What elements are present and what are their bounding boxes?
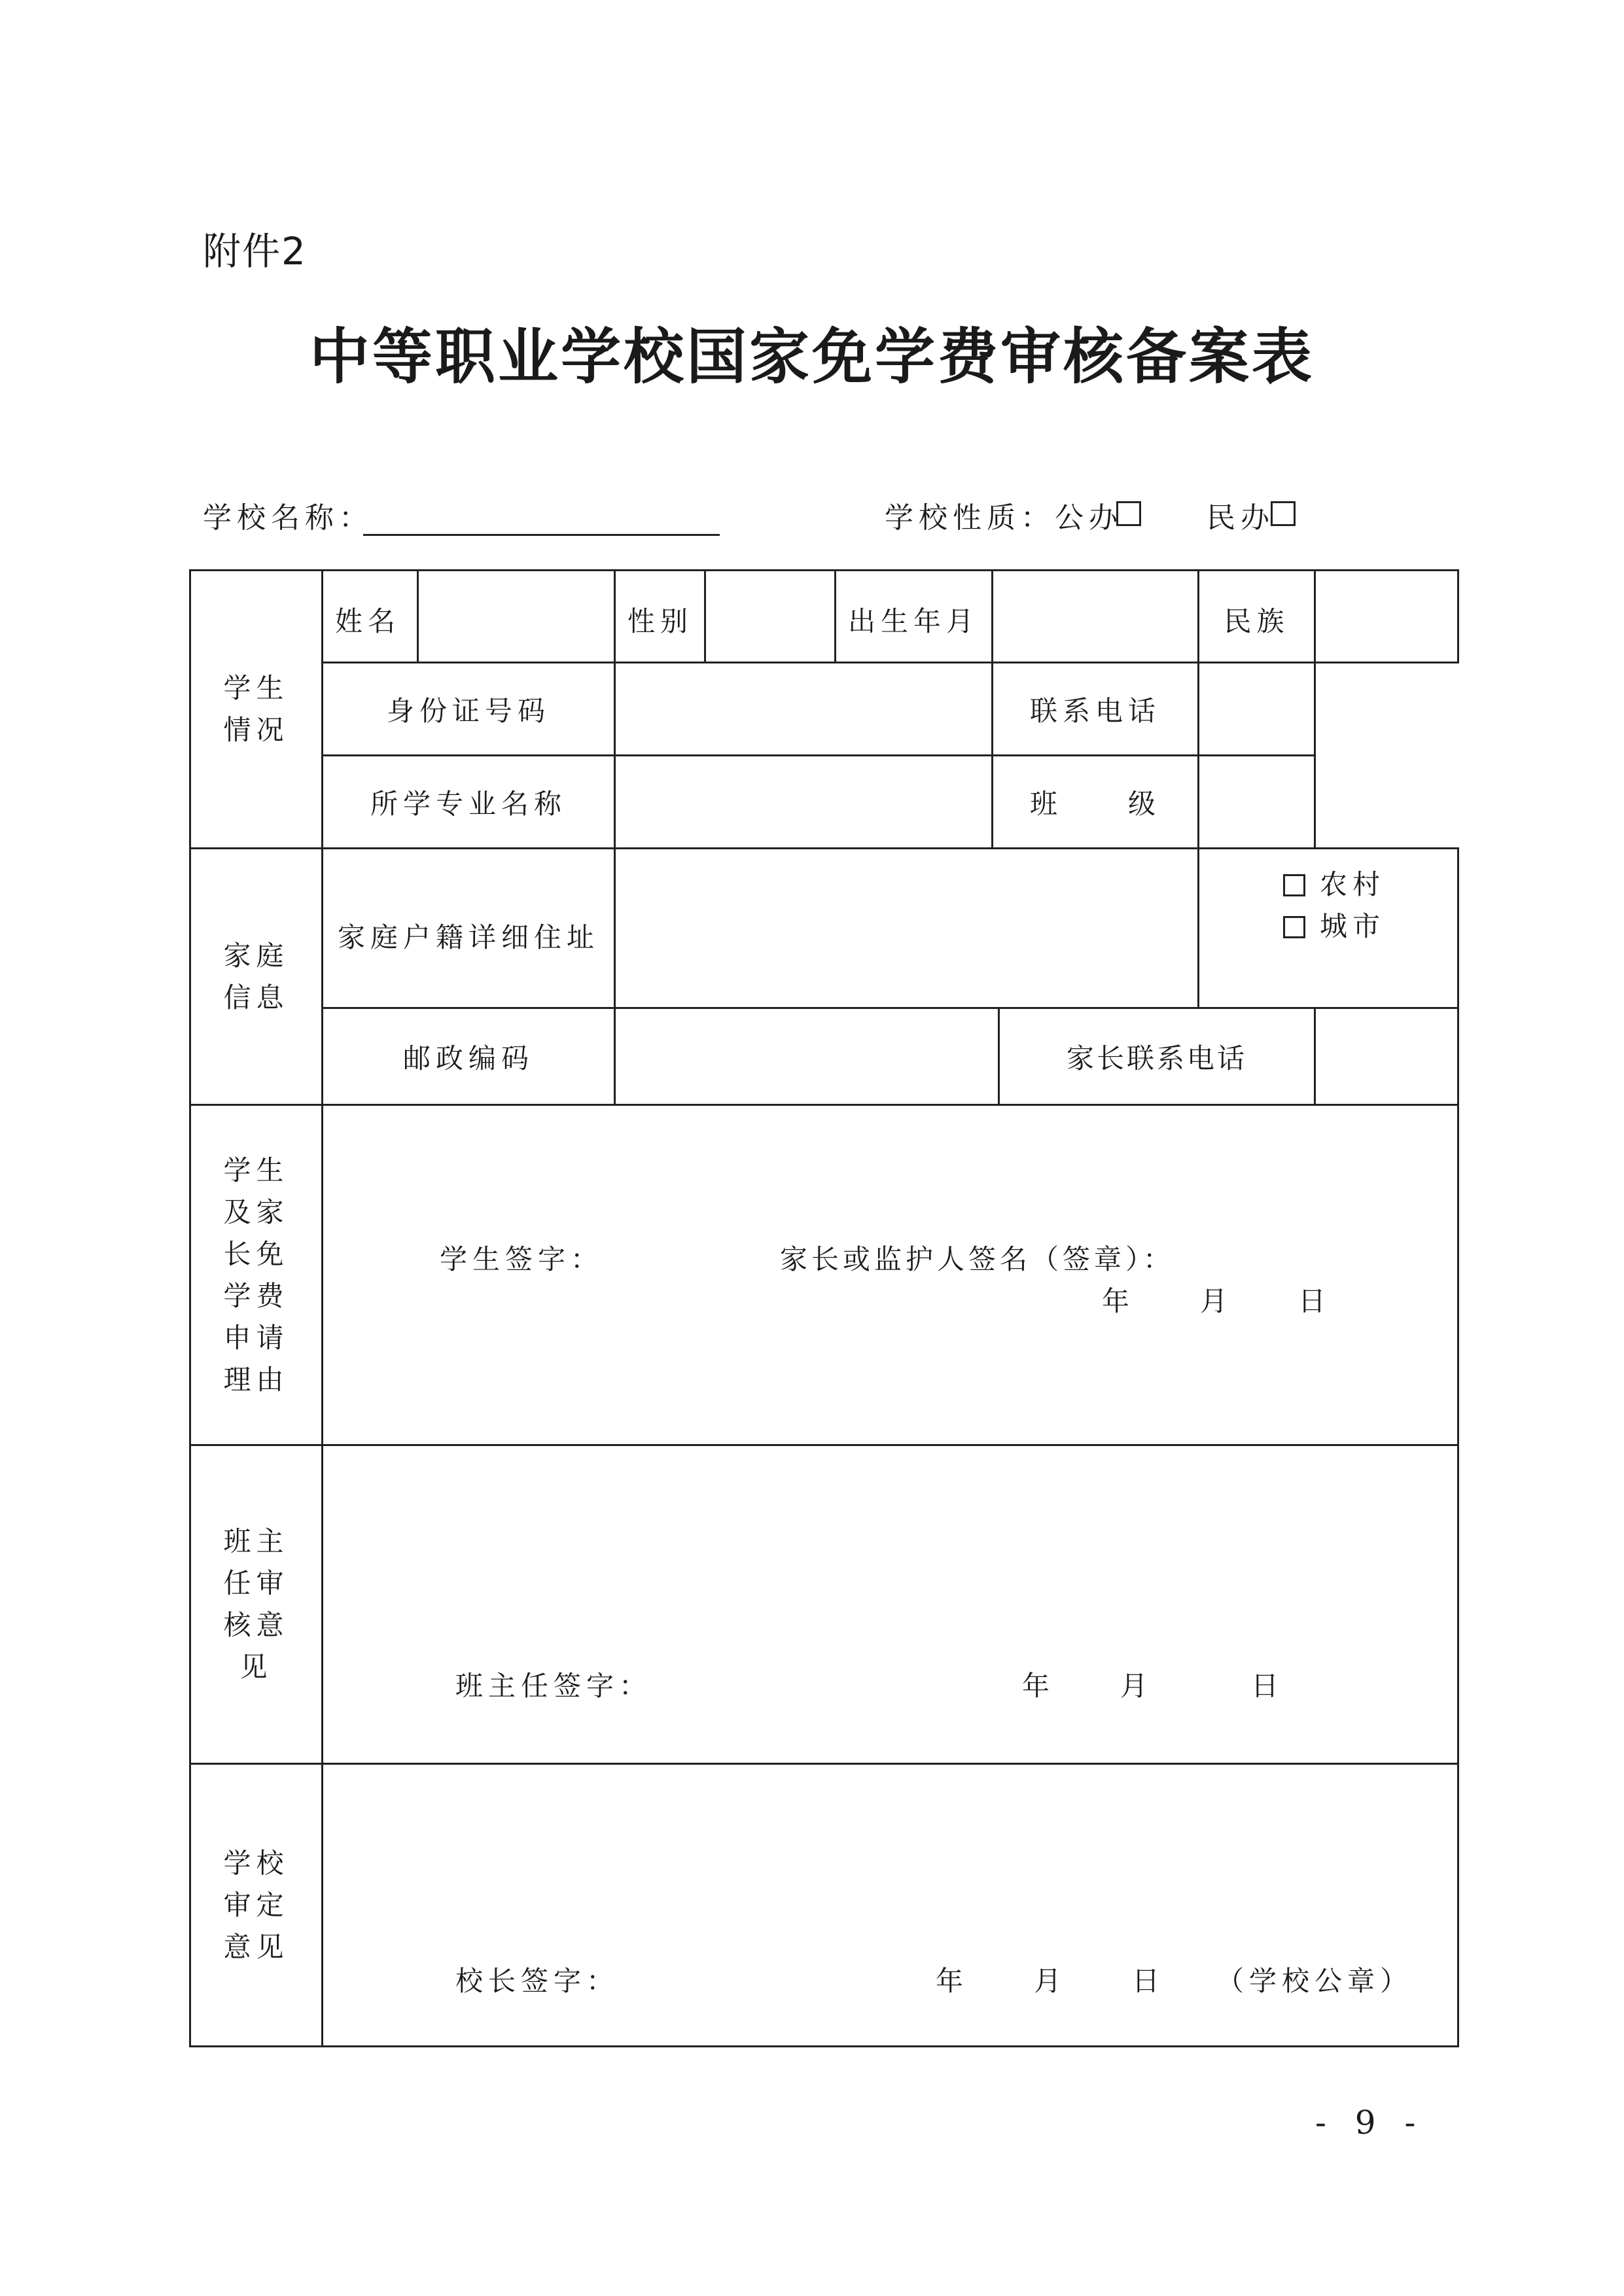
parent-phone-field[interactable] [1315,1008,1458,1105]
family-section-label: 家庭 信息 [190,849,323,1105]
ethnicity-label: 民族 [1199,571,1315,663]
school-opinion-field[interactable] [323,1764,1458,2047]
residence-type-options [1199,849,1458,1008]
private-school-checkbox[interactable] [1271,501,1296,526]
id-number-field[interactable] [615,663,993,756]
ethnicity-field[interactable] [1315,571,1458,663]
address-label: 家庭户籍详细住址 [323,849,615,1008]
teacher-section-label: 班主 任审 核意 见 [190,1445,323,1764]
private-school-label: 民办 [1207,501,1275,535]
class-label: 班 级 [993,756,1199,849]
birth-field[interactable] [993,571,1199,663]
student-signature-label: 学生签字： [440,1243,604,1275]
birth-label: 出生年月 [836,571,993,663]
parent-signature-label: 家长或监护人签名（签章）： [780,1243,1175,1275]
name-label: 姓名 [323,571,418,663]
name-field[interactable] [418,571,615,663]
urban-option[interactable] [1283,906,1457,947]
rural-checkbox[interactable] [1283,874,1305,896]
rural-option[interactable] [1283,864,1457,906]
phone-field[interactable] [1199,663,1315,756]
phone-label: 联系电话 [993,663,1199,756]
page-number: - 9 - [1315,2104,1425,2142]
school-section-label: 学校 审定 意见 [190,1764,323,2047]
class-field[interactable] [1199,756,1315,849]
gender-label: 性别 [615,571,705,663]
public-school-checkbox[interactable] [1116,501,1141,526]
reason-section-label: 学生 及家 长免 学费 申请 理由 [190,1105,323,1445]
teacher-signature-label: 班主任签字： [455,1670,652,1702]
teacher-date-label: 年 月 日 [1022,1670,1284,1702]
gender-field[interactable] [705,571,836,663]
reason-field[interactable] [323,1105,1458,1445]
urban-checkbox[interactable] [1283,916,1305,938]
school-name-label: 学校名称： [203,501,373,535]
major-field[interactable] [615,756,993,849]
page-title: 中等职业学校国家免学费审核备案表 [309,321,1315,392]
school-name-input-line[interactable] [363,534,720,536]
principal-signature-label: 校长签字： [455,1965,620,1997]
postal-code-label: 邮政编码 [323,1008,615,1105]
school-nature-label: 学校性质：公办 [885,501,1123,535]
rural-option-label: 农村 [1320,868,1386,900]
address-field[interactable] [615,849,1199,1008]
urban-option-label: 城市 [1320,910,1386,942]
school-date-label: 年 月 日 （学校公章） [936,1965,1413,1997]
postal-code-field[interactable] [615,1008,999,1105]
attachment-label: 附件2 [203,229,307,274]
reason-date-label: 年 月 日 [1102,1285,1332,1317]
parent-phone-label: 家长联系电话 [999,1008,1315,1105]
approval-form-table [189,569,1459,2047]
id-number-label: 身份证号码 [323,663,615,756]
major-label: 所学专业名称 [323,756,615,849]
teacher-opinion-field[interactable] [323,1445,1458,1764]
student-section-label: 学生 情况 [190,571,323,849]
